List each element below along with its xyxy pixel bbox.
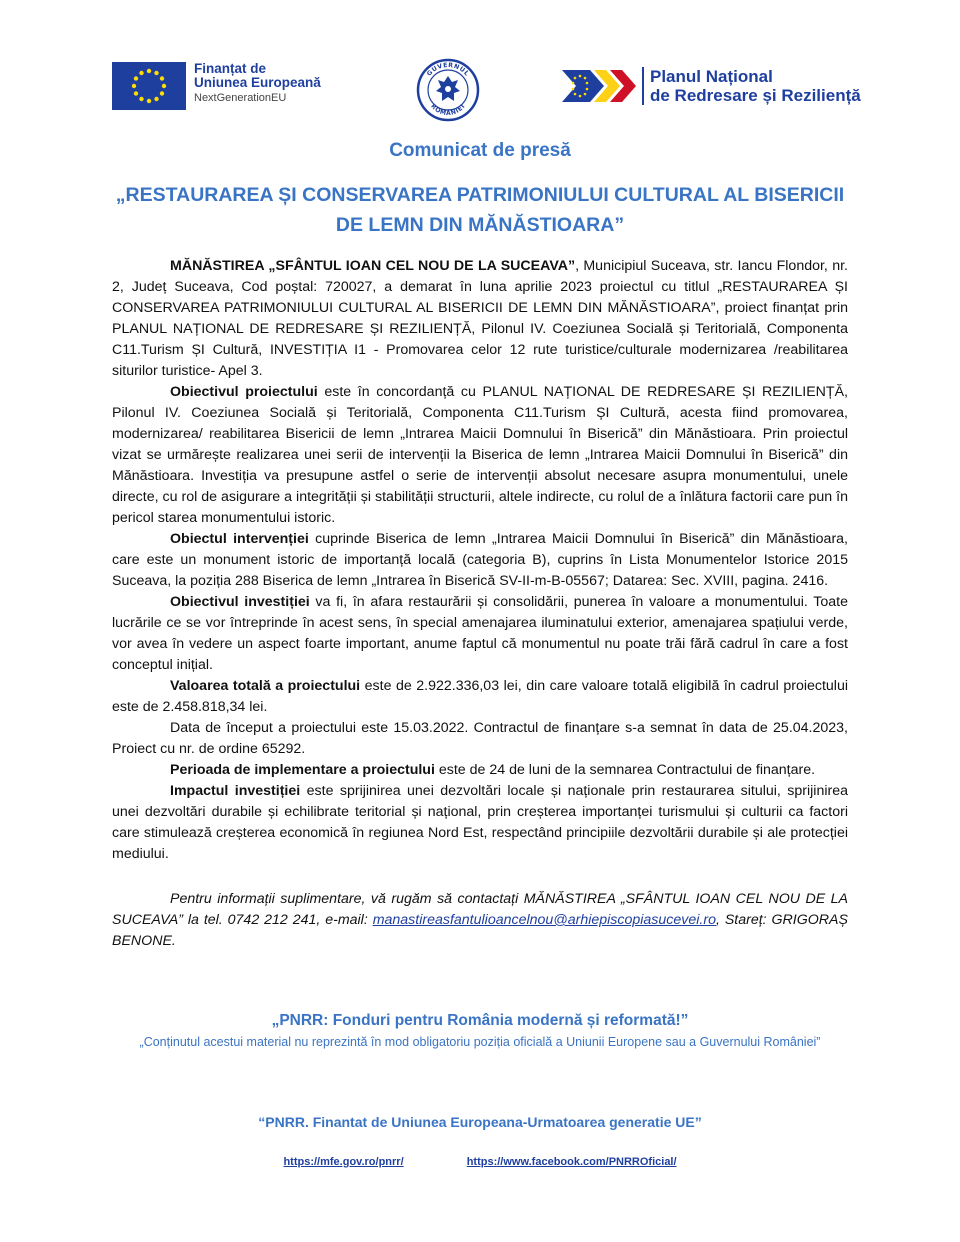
eu-logo <box>112 62 321 110</box>
paragraph-lead: Obiectul intervenției <box>170 531 309 547</box>
paragraph-lead: Perioada de implementare a proiectului <box>170 762 435 778</box>
paragraph-lead: Obiectivul investiției <box>170 594 310 610</box>
paragraph-text: este de 24 de luni de la semnarea Contractului de finanțare. <box>434 762 816 778</box>
paragraph-text: cuprinde Biserica de lemn „Intrarea Maicii Domnului în Biserică” din Mănăstioara, care este un monument istoric de importanță locală (categoria B), cuprins în Lista Monumentelor Istorice 2015 Suceava, la poziția 288 Biserica de lemn „Intrarea în Biserică SV-II-m-B-05567; Datarea: Sec. XVIII, pagina. 2416. <box>112 531 848 589</box>
paragraph <box>112 529 848 592</box>
mfe-pnrr-link[interactable]: https://mfe.gov.ro/pnrr/ <box>283 1156 404 1168</box>
press-release-body <box>112 256 848 952</box>
project-title: „RESTAURAREA ȘI CONSERVAREA PATRIMONIULUI CULTURAL AL BISERICII DE LEMN DIN MĂNĂSTIOARA” <box>115 184 845 236</box>
pnrr-line2: de Redresare și Reziliență <box>650 86 861 105</box>
pnrr-slogan: „PNRR: Fonduri pentru România modernă și reformată!” <box>271 1012 689 1029</box>
paragraph <box>112 256 848 382</box>
pnrr-logo <box>560 64 861 108</box>
eu-line3: NextGenerationEU <box>194 92 287 104</box>
paragraph-text: Data de început a proiectului este 15.03.2022. Contractul de finanțare s-a semnat în data de 25.04.2023, Proiect cu nr. de ordine 65292. <box>112 720 848 757</box>
svg-text:GUVERNUL: GUVERNUL <box>425 61 471 78</box>
paragraph-text: este sprijinirea unei dezvoltări locale și naționale prin restaurarea sitului, sprijinirea unei dezvoltări durabile și echilibrate teritorial și național, prin creșterea importanței turismului și culturii ca factori care stimulează creșterea economică în regiunea Nord Est, respectând principiile dezvoltării durabile și ale protecției mediului. <box>112 783 848 862</box>
eu-line2: Uniunea Europeană <box>194 75 321 90</box>
paragraph <box>112 676 848 718</box>
contact-text-end: , Stareț: GRIGORAȘ BENONE. <box>112 912 848 949</box>
eu-flag-icon <box>112 62 186 110</box>
paragraph <box>112 760 848 781</box>
eu-line1: Finanțat de <box>194 61 267 76</box>
romanian-government-seal-icon <box>416 58 480 122</box>
contact-text: Pentru informații suplimentare, vă rugăm să contactați MĂNĂSTIREA „SFÂNTUL IOAN CEL NOU DE LA SUCEAVA” la tel. 0742 212 241, e-mail: <box>112 891 848 928</box>
pnrr-line1: Planul Național <box>650 67 773 86</box>
header-logos <box>0 54 960 118</box>
pnrr-flags-icon <box>560 64 636 108</box>
financing-statement: “PNRR. Finantat de Uniunea Europeana-Urmatoarea generatie UE” <box>258 1114 702 1130</box>
contact-email-link[interactable]: manastireasfantulioancelnou@arhiepiscopiasucevei.ro <box>372 912 716 928</box>
paragraph-text: este de 2.922.336,03 lei, din care valoare totală eligibilă în cadrul proiectului este de 2.458.818,34 lei. <box>112 678 848 715</box>
facebook-pnrr-link[interactable]: https://www.facebook.com/PNRROficial/ <box>466 1156 677 1168</box>
paragraph-text: , Municipiul Suceava, str. Iancu Flondor, nr. 2, Județ Suceava, Cod poștal: 720027, a demarat în luna aprilie 2023 proiectul cu titlul „RESTAURAREA ȘI CONSERVAREA PATRIMONIULUI CULTURAL AL BISERICII DE LEMN DIN MĂNĂSTIOARA”, proiect finanțat prin PLANUL NAȚIONAL DE REDRESARE ȘI REZILIENȚĂ, Pilonul IV. Coeziunea Socială și Teritorială, Componenta C11.Turism ȘI Cultură, INVESTIȚIA I1 - Promovarea celor 12 rute turistice/culturale modernizarea /reabilitarea siturilor turistice- Apel 3. <box>112 258 848 379</box>
paragraph <box>112 781 848 865</box>
paragraph <box>112 718 848 760</box>
paragraph-lead: Obiectivul proiectului <box>170 384 318 400</box>
paragraph-lead: MĂNĂSTIREA „SFÂNTUL IOAN CEL NOU DE LA SUCEAVA” <box>170 258 576 274</box>
contact-paragraph <box>112 889 848 952</box>
svg-text:ROMÂNIEI: ROMÂNIEI <box>429 102 467 118</box>
eu-disclaimer: „Conținutul acestui material nu reprezintă în mod obligatoriu poziția oficială a Uniunii Europene sau a Guvernului României” <box>139 1035 821 1049</box>
footer-links <box>0 1156 960 1168</box>
paragraph <box>112 592 848 676</box>
paragraph-text: va fi, în afara restaurării și consolidării, punerea în valoare a monumentului. Toate lucrările ce se vor întreprinde în acest sens, în special amenajarea iluminatului exterior, amenajarea spațiului verde, vor avea în vedere un aspect foarte important, anume faptul că monumentul nu poate trăi fără cadrul în care a fost conceptul inițial. <box>112 594 848 673</box>
paragraph-lead: Valoarea totală a proiectului <box>170 678 361 694</box>
paragraph <box>112 382 848 529</box>
press-release-label: Comunicat de presă <box>389 140 571 161</box>
paragraph-lead: Impactul investiției <box>170 783 301 799</box>
paragraph-text: este în concordanță cu PLANUL NAȚIONAL DE REDRESARE ȘI REZILIENȚĂ, Pilonul IV. Coeziunea Socială și Teritorială, Componenta C11.Turism ȘI Cultură, acesta fiind promovarea, modernizarea/ reabilitarea Bisericii de lemn „Intrarea Maicii Domnului în Biserică” din Mănăstioara. Prin proiectul vizat se urmărește realizarea unei serii de intervenții la Biserica de lemn „Intrarea Maicii Domnului în Biserică” din Mănăstioara. Investiția va presupune astfel o serie de intervenții absolut necesare asupra monumentului, unele directe, cu rol de asigurare a integrității și stabilității structurii, altele indirecte, cu rolul de a înlătura factorii care pun în pericol starea monumentului istoric. <box>112 384 848 526</box>
